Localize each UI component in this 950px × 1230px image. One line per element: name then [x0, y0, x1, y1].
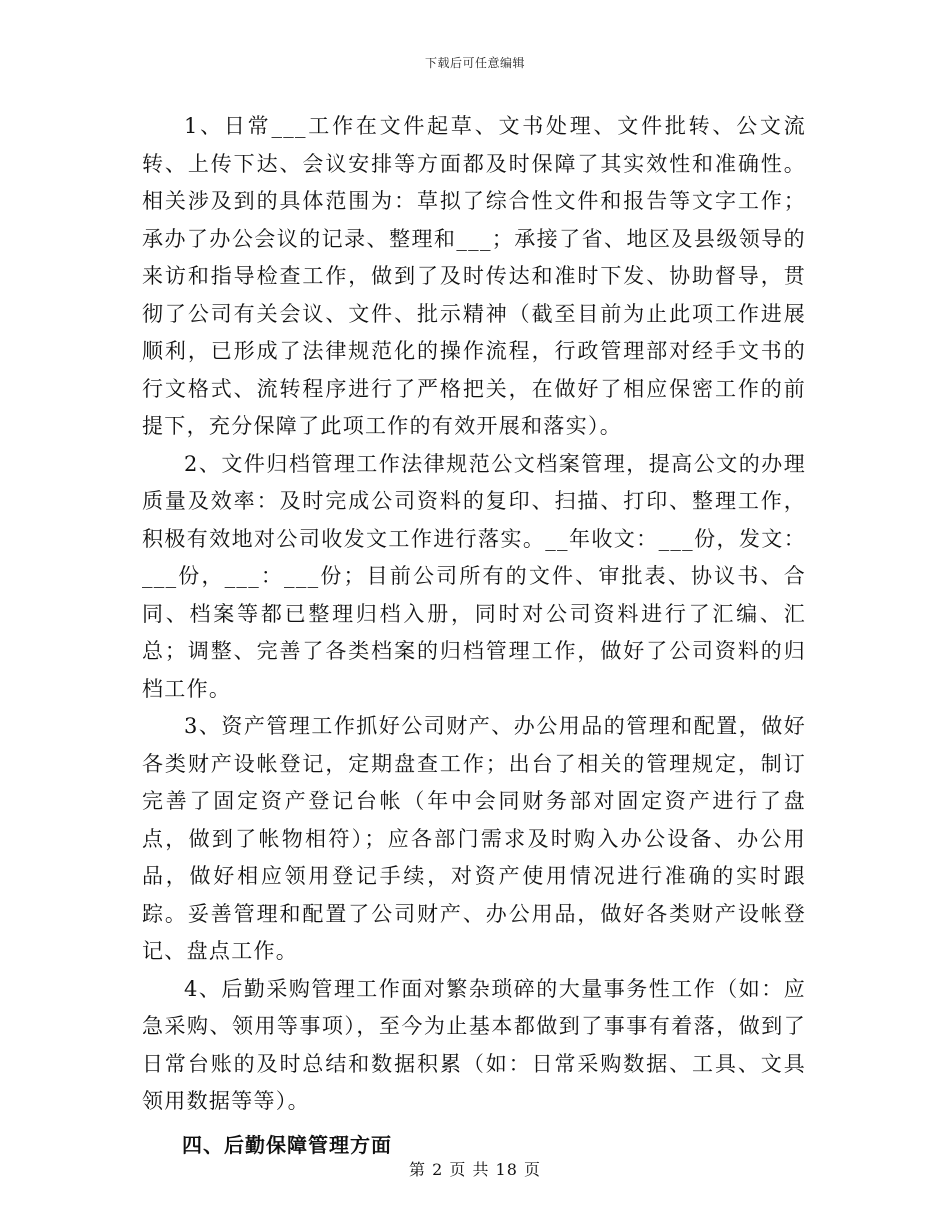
paragraph-3: 3、资产管理工作抓好公司财产、办公用品的管理和配置，做好各类财产设帐登记，定期盘查工作；出台了相关的管理规定，制订完善了固定资产登记台帐（年中会同财务部对固定资产进行了盘点，做到了帐物相符）；应各部门需求及时购入办公设备、办公用品，做好相应领用登记手续，对资产使用情况进行准确的实时跟踪。妥善管理和配置了公司财产、办公用品，做好各类财产设帐登记、盘点工作。	[142, 714, 806, 963]
paragraph-4: 4、后勤采购管理工作面对繁杂琐碎的大量事务性工作（如：应急采购、领用等事项），至今为止基本都做到了事事有着落，做到了日常台账的及时总结和数据积累（如：日常采购数据、工具、文具领用数据等等）。	[142, 976, 806, 1113]
page-number-footer: 第 2 页 共 18 页	[409, 1160, 541, 1179]
paragraph-1: 1、日常___工作在文件起草、文书处理、文件批转、公文流转、上传下达、会议安排等方面都及时保障了其实效性和准确性。相关涉及到的具体范围为：草拟了综合性文件和报告等文字工作；承办了办公会议的记录、整理和___；承接了省、地区及县级领导的来访和指导检查工作，做到了及时传达和准时下发、协助督导，贯彻了公司有关会议、文件、批示精神（截至目前为止此项工作进展顺利，已形成了法律规范化的操作流程，行政管理部对经手文书的行文格式、流转程序进行了严格把关，在做好了相应保密工作的前提下，充分保障了此项工作的有效开展和落实）。	[142, 114, 806, 438]
paragraph-2: 2、文件归档管理工作法律规范公文档案管理，提高公文的办理质量及效率：及时完成公司资料的复印、扫描、打印、整理工作，积极有效地对公司收发文工作进行落实。__年收文：___份，发文：___份，___：___份；目前公司所有的文件、审批表、协议书、合同、档案等都已整理归档入册，同时对公司资料进行了汇编、汇总；调整、完善了各类档案的归档管理工作，做好了公司资料的归档工作。	[142, 451, 806, 701]
section-heading: 四、后勤保障管理方面	[182, 1132, 392, 1157]
document-body	[142, 108, 806, 1164]
header-note: 下载后可任意编辑	[424, 56, 525, 70]
